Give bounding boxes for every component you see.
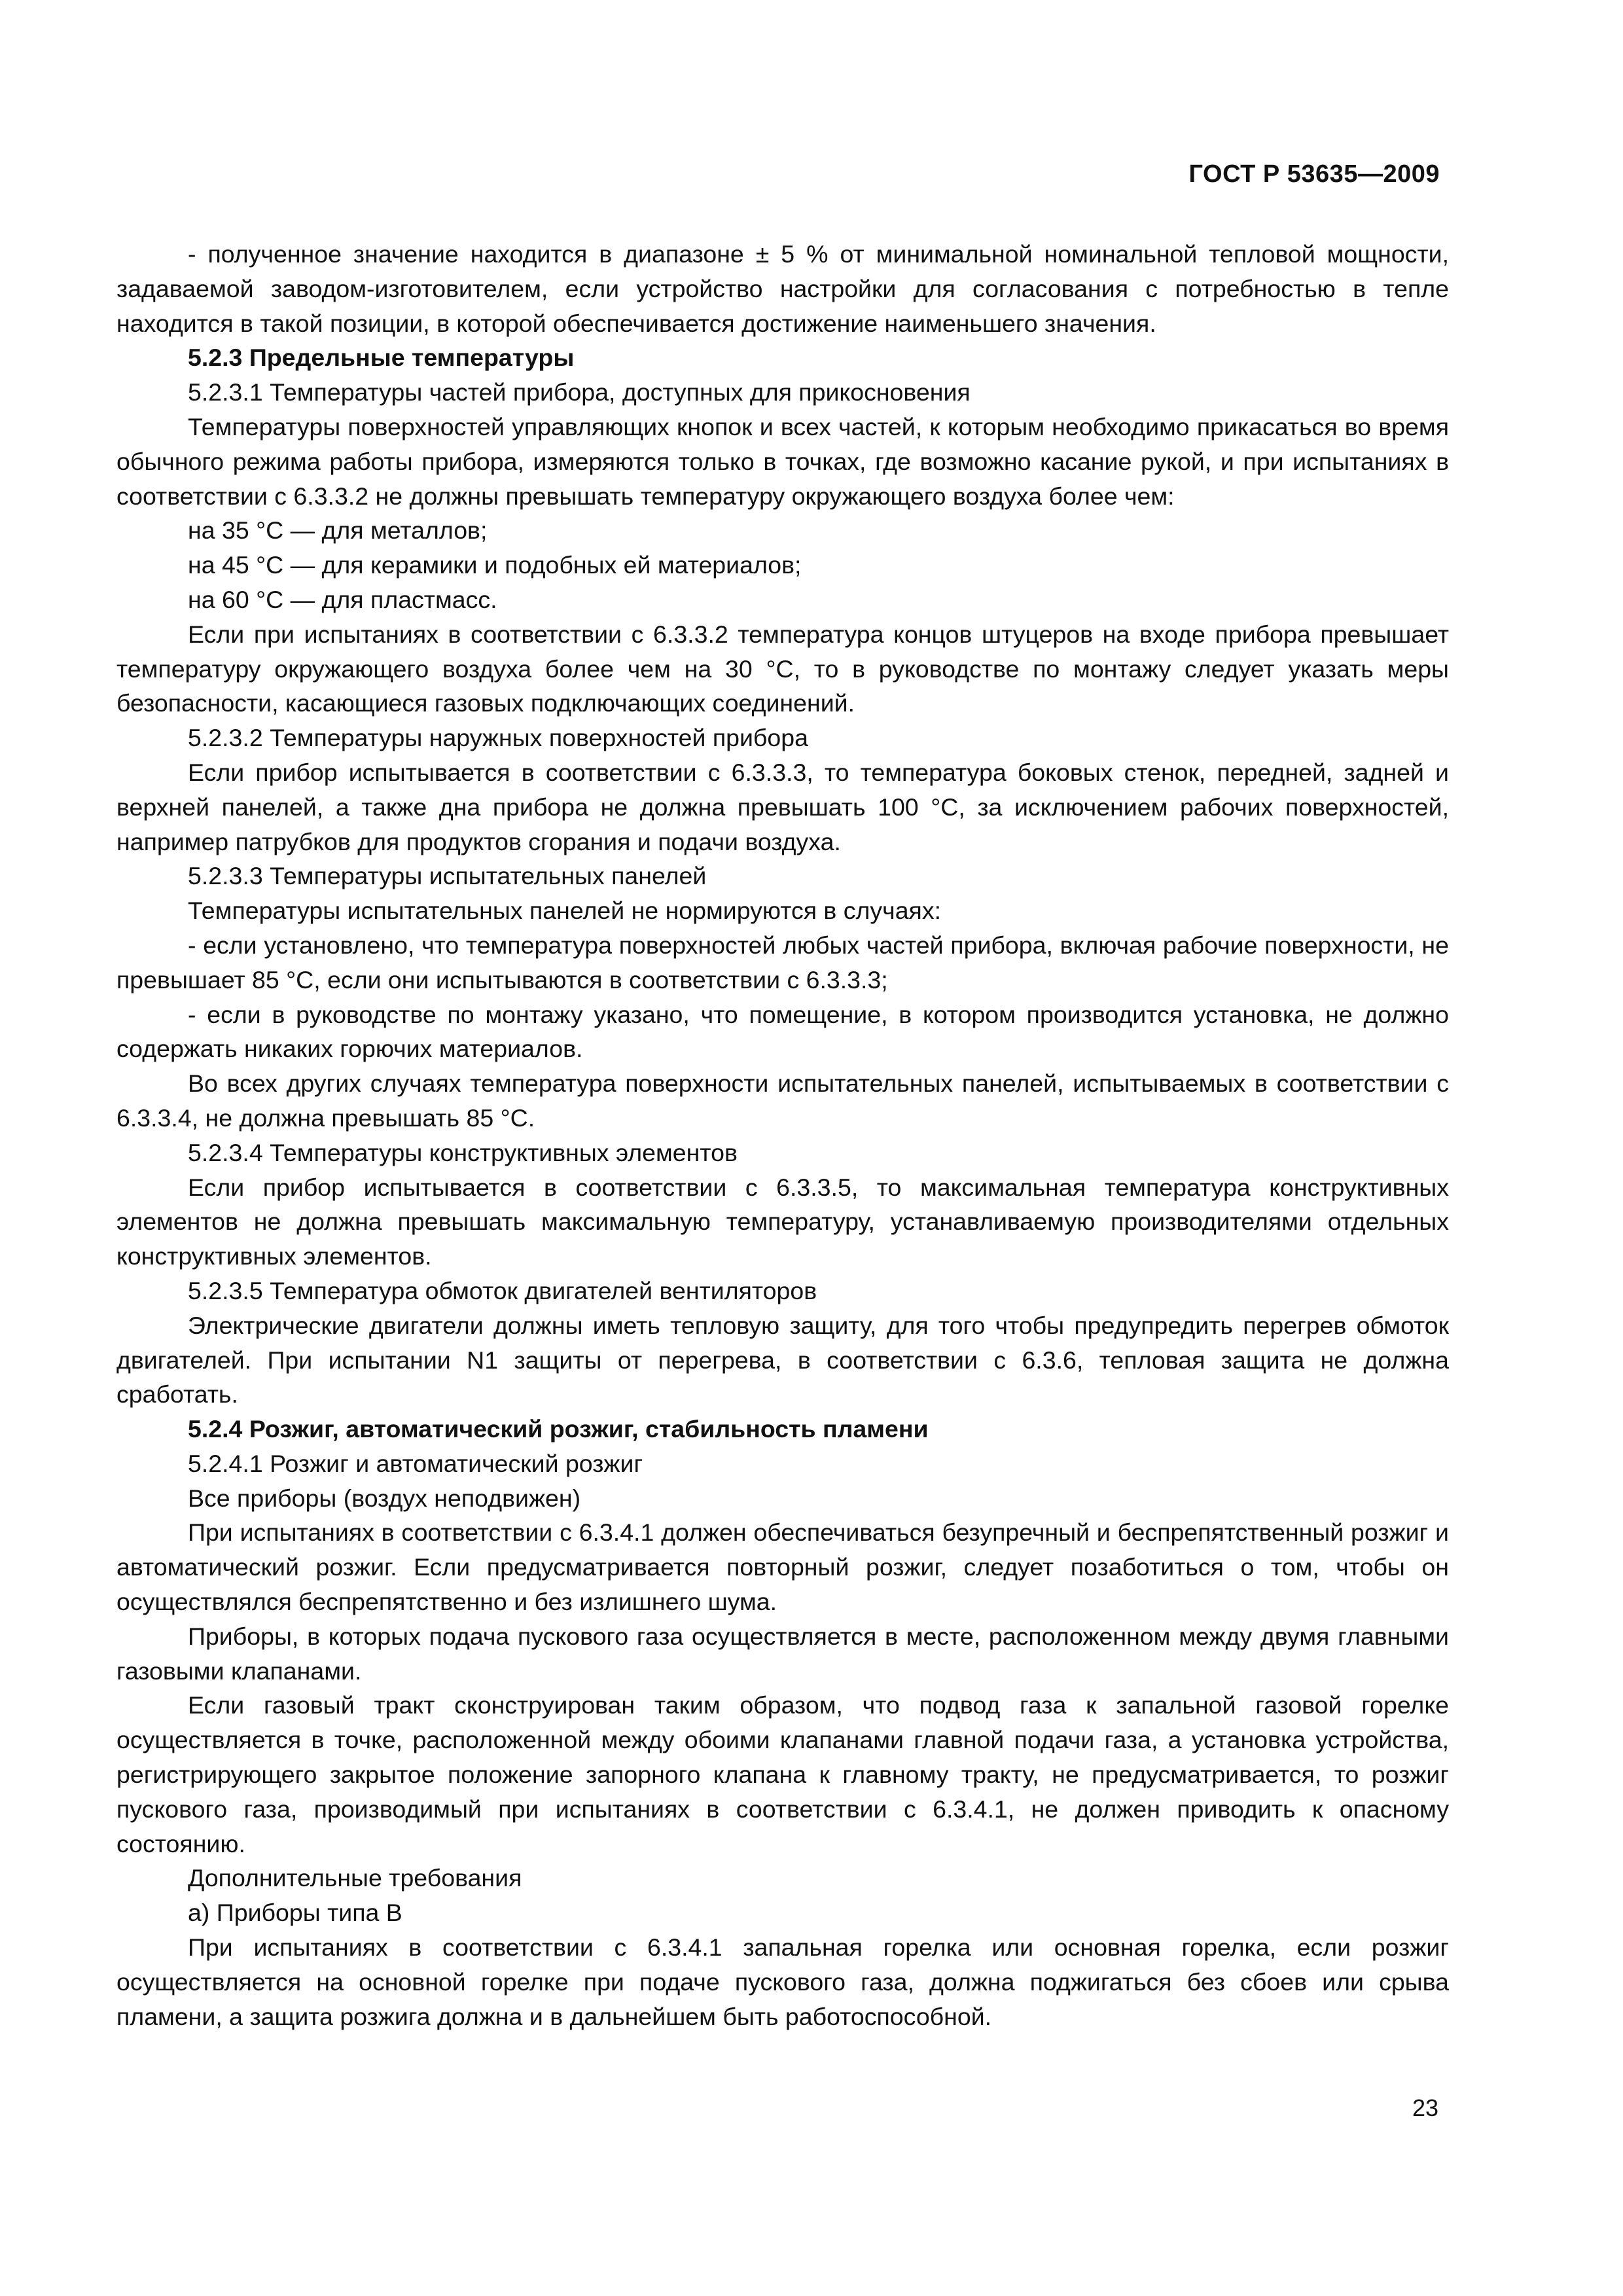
paragraph-start-gas-valves: Приборы, в которых подача пускового газа осуществляется в месте, расположенном между двумя главными газовыми клапанами. xyxy=(116,1622,1449,1685)
subsection-title-5-2-3-5: 5.2.3.5 Температура обмоток двигателей вентиляторов xyxy=(188,1276,817,1304)
subsection-title-5-2-3-2: 5.2.3.2 Температуры наружных поверхностей прибора xyxy=(188,724,808,752)
paragraph-outer-surfaces: Если прибор испытывается в соответствии с 6.3.3.3, то температура боковых стенок, передней, задней и верхней панелей, а также дна прибора не должна превышать 100 °С, за исключением рабочих поверхностей, например патрубков для продуктов сгорания и подачи воздуха. xyxy=(116,758,1449,855)
paragraph-test-panels-intro: Температуры испытательных панелей не нормируются в случаях: xyxy=(188,897,942,925)
paragraph-motor-protection: Электрические двигатели должны иметь тепловую защиту, для того чтобы предупредить перегрев обмоток двигателей. При испытании N1 защиты от перегрева, в соответствии с 6.3.6, тепловая защита не должна сработать. xyxy=(116,1311,1449,1408)
paragraph-ignition-test: При испытаниях в соответствии с 6.3.4.1 должен обеспечиваться безупречный и беспрепятственный розжиг и автоматический розжиг. Если предусматривается повторный розжиг, следует позаботиться о том, чтобы он осуществлялся беспрепятственно и без излишнего шума. xyxy=(116,1518,1449,1616)
subsection-title-5-2-4-1: 5.2.4.1 Розжиг и автоматический розжиг xyxy=(188,1449,643,1477)
paragraph-gas-path: Если газовый тракт сконструирован таким образом, что подвод газа к запальной газовой горелке осуществляется в точке, расположенной между обоими клапанами главной подачи газа, а установка устройства, регистрирующего закрытое положение запорного клапана к главному тракту, не предусматривается, то розжиг пускового газа, производимый при испытаниях в соответствии с 6.3.4.1, не должен приводить к опасному состоянию. xyxy=(116,1691,1449,1857)
paragraph-pilot-burner: При испытаниях в соответствии с 6.3.4.1 запальная горелка или основная горелка, если розжиг осуществляется на основной горелке при подаче пускового газа, должна поджигаться без сбоев или срыва пламени, а защита розжига должна и в дальнейшем быть работоспособной. xyxy=(116,1933,1449,2030)
subsection-title-5-2-3-3: 5.2.3.3 Температуры испытательных панелей xyxy=(188,862,707,890)
document-body xyxy=(116,237,1449,2034)
list-item-ceramics: на 45 °С — для керамики и подобных ей материалов; xyxy=(188,551,802,579)
list-item-no-combustibles: - если в руководстве по монтажу указано, что помещение, в котором производится установка, не должно содержать никаких горючих материалов. xyxy=(116,1000,1449,1063)
paragraph-additional-requirements: Дополнительные требования xyxy=(188,1864,522,1892)
paragraph-power-range: - полученное значение находится в диапазоне ± 5 % от минимальной номинальной тепловой мощности, задаваемой заводом-изготовителем, если устройство настройки для согласования с потребностью в тепле находится в такой позиции, в которой обеспечивается достижение наименьшего значения. xyxy=(116,240,1449,337)
list-item-85-degrees: - если установлено, что температура поверхностей любых частей прибора, включая рабочие поверхности, не превышает 85 °С, если они испытываются в соответствии с 6.3.3.3; xyxy=(116,931,1449,994)
list-item-type-b: а) Приборы типа В xyxy=(188,1899,402,1927)
subsection-title-5-2-3-4: 5.2.3.4 Температуры конструктивных элементов xyxy=(188,1138,738,1166)
subsection-title-5-2-3-1: 5.2.3.1 Температуры частей прибора, доступных для прикосновения xyxy=(188,378,971,406)
paragraph-fitting-temperature: Если при испытаниях в соответствии с 6.3.3.2 температура концов штуцеров на входе прибора превышает температуру окружающего воздуха более чем на 30 °С, то в руководстве по монтажу следует указать меры безопасности, касающиеся газовых подключающих соединений. xyxy=(116,620,1449,717)
paragraph-other-cases: Во всех других случаях температура поверхности испытательных панелей, испытываемых в соответствии с 6.3.3.4, не должна превышать 85 °С. xyxy=(116,1069,1449,1132)
list-item-plastics: на 60 °С — для пластмасс. xyxy=(188,585,497,613)
section-heading-5-2-3: 5.2.3 Предельные температуры xyxy=(188,344,575,372)
list-item-metals: на 35 °С — для металлов; xyxy=(188,516,488,545)
paragraph-surface-temperatures: Температуры поверхностей управляющих кнопок и всех частей, к которым необходимо прикасаться во время обычного режима работы прибора, измеряются только в точках, где возможно касание рукой, и при испытаниях в соответствии с 6.3.3.2 не должны превышать температуру окружающего воздуха более чем: xyxy=(116,412,1449,510)
document-code: ГОСТ Р 53635—2009 xyxy=(1188,160,1440,188)
section-heading-5-2-4: 5.2.4 Розжиг, автоматический розжиг, стабильность пламени xyxy=(188,1415,929,1443)
paragraph-structural-elements: Если прибор испытывается в соответствии с 6.3.3.5, то максимальная температура конструктивных элементов не должна превышать максимальную температуру, устанавливаемую производителями отдельных конструктивных элементов. xyxy=(116,1173,1449,1270)
page-number: 23 xyxy=(1412,2094,1438,2121)
paragraph-still-air: Все приборы (воздух неподвижен) xyxy=(188,1484,581,1512)
